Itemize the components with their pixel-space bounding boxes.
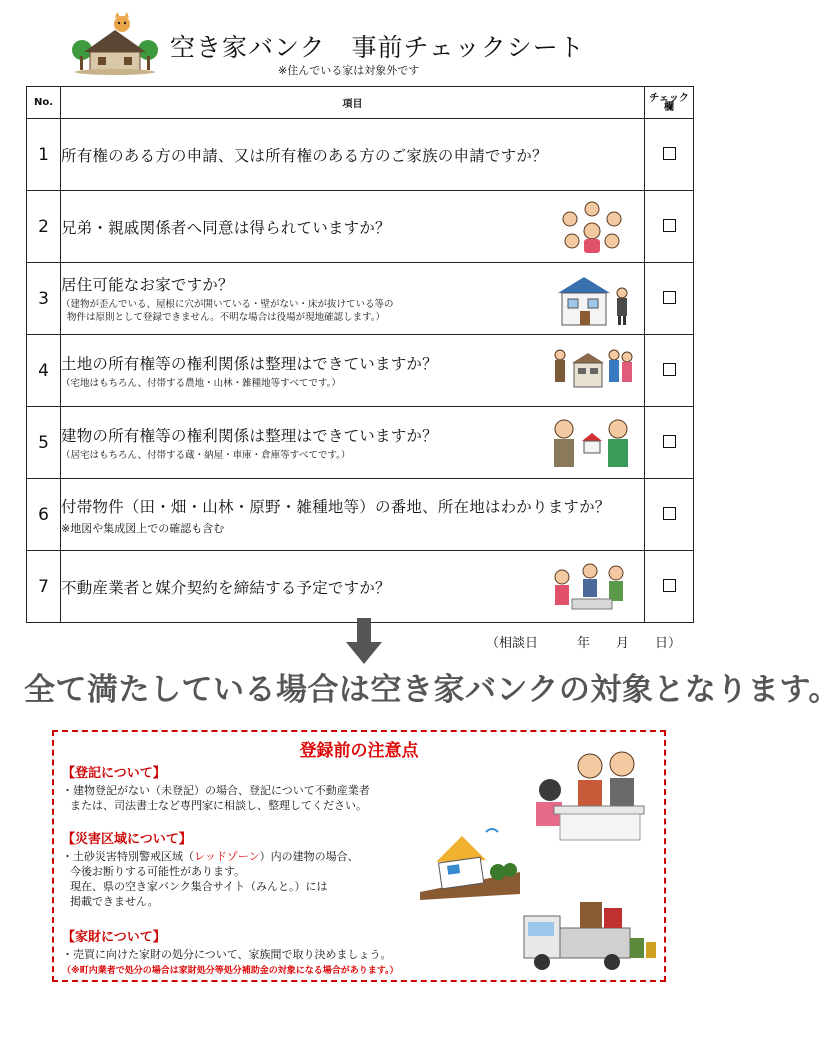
red-zone-text: レッドゾーン: [194, 850, 260, 863]
checklist-table: [26, 86, 694, 623]
section-line: 今後お断りする可能性があります。: [70, 865, 246, 878]
row-check-cell[interactable]: [645, 551, 694, 623]
section-heading: 【登記について】: [62, 766, 166, 781]
checkbox[interactable]: [663, 291, 676, 304]
checkbox[interactable]: [663, 363, 676, 376]
table-row: [27, 191, 694, 263]
row-content: [61, 263, 645, 335]
row-question: 不動産業者と媒介契約を締結する予定ですか？: [61, 578, 391, 597]
section-body: [62, 783, 370, 813]
checkbox[interactable]: [663, 507, 676, 520]
table-row: [27, 407, 694, 479]
row-content: [61, 119, 645, 191]
row-question: 土地の所有権等の権利関係は整理はできていますか？: [61, 354, 438, 373]
row-note: （宅地はもちろん、付帯する農地・山林・雑種地等すべてです。）: [61, 377, 341, 389]
notice-section-belongings: [62, 926, 399, 976]
meeting-people-icon: [550, 559, 634, 615]
page-subtitle: ※住んでいる家は対象外です: [278, 64, 420, 77]
row-number: 6: [27, 479, 61, 551]
section-line: [62, 849, 359, 864]
table-header-row: [27, 87, 694, 119]
row-number: 2: [27, 191, 61, 263]
row-check-cell[interactable]: [645, 191, 694, 263]
row-note-line1: （建物が歪んでいる、屋根に穴が開いている・壁がない・床が抜けている等の: [61, 299, 394, 310]
row-check-cell[interactable]: [645, 263, 694, 335]
house-mascot-icon: [70, 12, 160, 76]
table-row: [27, 335, 694, 407]
row-check-cell[interactable]: [645, 119, 694, 191]
row-number: 1: [27, 119, 61, 191]
row-note: （居宅はもちろん、付帯する蔵・納屋・車庫・倉庫等すべてです。）: [61, 449, 351, 461]
subsidy-note: （※町内業者で処分の場合は家財処分等処分補助金の対象になる場合があります。）: [62, 966, 399, 976]
checkbox[interactable]: [663, 147, 676, 160]
row-content: [61, 407, 645, 479]
row-check-cell[interactable]: [645, 335, 694, 407]
section-line: 現在、県の空き家バンク集合サイト（みんと。）には: [70, 880, 328, 893]
page-title: 空き家バンク 事前チェックシート: [170, 33, 585, 62]
header: [0, 0, 720, 84]
row-content: [61, 335, 645, 407]
family-circle-icon: [550, 199, 634, 255]
section-line: ・建物登記がない（未登記）の場合、登記について不動産業者: [62, 784, 370, 797]
column-header-no: No.: [27, 87, 61, 119]
checkbox[interactable]: [663, 435, 676, 448]
notice-section-disaster: [62, 828, 359, 909]
row-question: 居住可能なお家ですか？: [61, 276, 234, 294]
table-row: [27, 263, 694, 335]
table-row: [27, 479, 694, 551]
row-content: [61, 191, 645, 263]
column-header-check-line2: 欄: [664, 101, 674, 113]
down-arrow-icon: [344, 618, 384, 666]
notice-box: [52, 730, 666, 982]
row-content: [61, 551, 645, 623]
row-content: [61, 479, 645, 551]
row-note-line2: 物件は原則として登録できません。不明な場合は役場が現地確認します。）: [67, 312, 386, 323]
checkbox[interactable]: [663, 219, 676, 232]
row-number: 3: [27, 263, 61, 335]
column-header-check: [645, 87, 694, 119]
section-line-post: ）内の建物の場合、: [259, 850, 359, 863]
section-heading: 【災害区域について】: [62, 832, 192, 847]
landslide-house-icon: [416, 822, 526, 902]
section-line: または、司法書士など専門家に相談し、整理してください。: [70, 799, 367, 812]
notice-section-registration: [62, 762, 370, 813]
section-line: 掲載できません。: [70, 895, 159, 908]
row-question: 兄弟・親戚関係者へ同意は得られていますか？: [61, 218, 391, 237]
row-question: 建物の所有権等の権利関係は整理はできていますか？: [61, 426, 438, 445]
section-line: ・売買に向けた家財の処分について、家族間で取り決めましょう。: [62, 948, 392, 961]
row-check-cell[interactable]: [645, 479, 694, 551]
notice-title: 登録前の注意点: [299, 741, 419, 761]
checkbox[interactable]: [663, 579, 676, 592]
section-line-pre: ・土砂災害特別警戒区域（: [62, 850, 194, 863]
people-with-house-icon: [550, 343, 634, 399]
section-body: [62, 849, 359, 909]
row-number: 7: [27, 551, 61, 623]
row-check-cell[interactable]: [645, 407, 694, 479]
table-row: [27, 119, 694, 191]
column-header-check-line1: チェック: [649, 92, 689, 104]
row-number: 5: [27, 407, 61, 479]
consultation-date: （相談日 年 月 日）: [486, 636, 682, 651]
consultation-desk-icon: [524, 742, 648, 846]
section-heading: 【家財について】: [62, 930, 166, 945]
conclusion-text: 全て満たしている場合は空き家バンクの対象となります。: [24, 672, 840, 708]
row-question: 付帯物件（田・畑・山林・原野・雑種地等）の番地、所在地はわかりますか？: [61, 497, 611, 516]
row-question: 所有権のある方の申請、又は所有権のある方のご家族の申請ですか？: [61, 146, 548, 165]
house-icon: [550, 271, 634, 327]
row-note: ※地図や集成図上での確認も含む: [61, 521, 225, 535]
table-row: [27, 551, 694, 623]
column-header-item: 項目: [61, 87, 645, 119]
row-number: 4: [27, 335, 61, 407]
moving-truck-icon: [520, 892, 660, 978]
section-body: [62, 947, 399, 962]
house-handover-icon: [550, 415, 634, 471]
